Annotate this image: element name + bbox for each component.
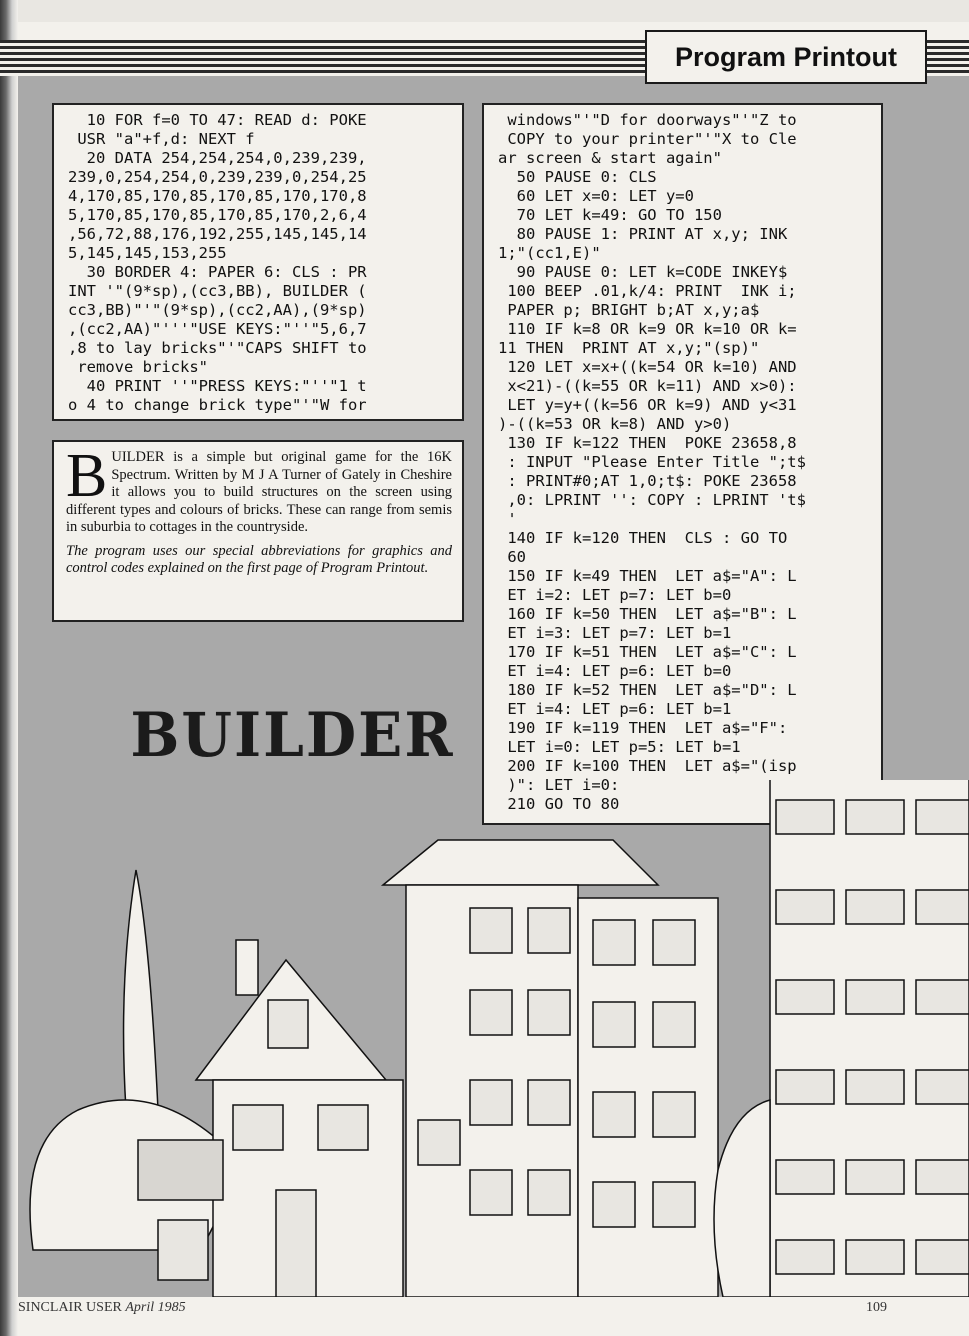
code-line: 190 IF k=119 THEN LET a$="F": [498,719,788,737]
code-listing-left [52,103,464,421]
code-line: ,(cc2,AA)"'''"USE KEYS:"''"5,6,7 [68,320,367,338]
code-line: 5,170,85,170,85,170,85,170,2,6,4 [68,206,367,224]
code-line: )-((k=53 OR k=8) AND y>0) [498,415,732,433]
code-line: ET i=3: LET p=7: LET b=1 [498,624,732,642]
code-line: 210 GO TO 80 [498,795,620,813]
code-line: o 4 to change brick type"'"W for [68,396,367,414]
code-line: cc3,BB)"'"(9*sp),(cc2,AA),(9*sp) [68,301,367,319]
town-illustration [18,780,969,1297]
code-line: USR "a"+f,d: NEXT f [68,130,255,148]
footer-credit [18,1300,186,1316]
code-line: 140 IF k=120 THEN CLS : GO TO [498,529,788,547]
code-line: windows"'"D for doorways"'"Z to [498,111,797,129]
code-line: 4,170,85,170,85,170,85,170,170,8 [68,187,367,205]
code-line: 40 PRINT ''"PRESS KEYS:"''"1 t [68,377,367,395]
code-line: PAPER p; BRIGHT b;AT x,y;a$ [498,301,760,319]
code-line: ,56,72,88,176,192,255,145,145,14 [68,225,367,243]
code-line: 200 IF k=100 THEN LET a$="(isp [498,757,797,775]
code-line: 239,0,254,254,0,239,239,0,254,25 [68,168,367,186]
code-line: ,8 to lay bricks"'"CAPS SHIFT to [68,339,367,357]
page-gutter [0,0,18,1336]
code-line: 11 THEN PRINT AT x,y;"(sp)" [498,339,760,357]
code-line: )": LET i=0: [498,776,620,794]
issue-date: April 1985 [125,1300,186,1315]
code-line: 60 [498,548,526,566]
article-intro [52,440,464,622]
code-line: 70 LET k=49: GO TO 150 [498,206,722,224]
code-line: LET i=0: LET p=5: LET b=1 [498,738,741,756]
code-line: LET y=y+((k=56 OR k=9) AND y<31 [498,396,797,414]
code-line: 1;"(cc1,E)" [498,244,601,262]
code-line: ET i=2: LET p=7: LET b=0 [498,586,732,604]
page-number: 109 [866,1300,887,1315]
code-line: ar screen & start again" [498,149,722,167]
section-title: Program Printout [645,30,927,84]
code-line: 180 IF k=52 THEN LET a$="D": L [498,681,797,699]
code-line: ET i=4: LET p=6: LET b=1 [498,700,732,718]
code-line: 120 LET x=x+((k=54 OR k=10) AND [498,358,797,376]
code-line: 110 IF k=8 OR k=9 OR k=10 OR k= [498,320,797,338]
code-line: x<21)-((k=55 OR k=11) AND x>0): [498,377,797,395]
townhouse-block-drawing [383,840,718,1297]
code-line: INT '"(9*sp),(cc3,BB), BUILDER ( [68,282,367,300]
code-line: ' [498,510,517,528]
code-line: 130 IF k=122 THEN POKE 23658,8 [498,434,797,452]
magazine-name: SINCLAIR USER [18,1300,122,1315]
code-line: 170 IF k=51 THEN LET a$="C": L [498,643,797,661]
code-line: ET i=4: LET p=6: LET b=0 [498,662,732,680]
article-title: BUILDER [130,699,455,771]
drop-cap: B [66,442,108,510]
code-line: 100 BEEP .01,k/4: PRINT INK i; [498,282,797,300]
intro-note: The program uses our special abbreviations for graphics and control codes explained on the first page of Program Printout. [66,542,452,576]
intro-paragraph: UILDER is a simple but original game for the 16K Spectrum. Written by M J A Turner of Gately in Cheshire it allows you to build structures on the screen using different types and colours of bricks. These can range from semis in suburbia to cottages in the countryside. [66,449,452,535]
header-rule-stripes [0,40,650,76]
code-line: 160 IF k=50 THEN LET a$="B": L [498,605,797,623]
code-line: 20 DATA 254,254,254,0,239,239, [68,149,367,167]
code-line: 10 FOR f=0 TO 47: READ d: POKE [68,111,367,129]
code-line: remove bricks" [68,358,208,376]
code-line: 30 BORDER 4: PAPER 6: CLS : PR [68,263,367,281]
code-line: 60 LET x=0: LET y=0 [498,187,694,205]
code-line: ,0: LPRINT '': COPY : LPRINT 't$ [498,491,806,509]
code-line: 150 IF k=49 THEN LET a$="A": L [498,567,797,585]
code-line: : INPUT "Please Enter Title ";t$ [498,453,806,471]
code-listing-right [482,103,883,825]
code-line: 90 PAUSE 0: LET k=CODE INKEY$ [498,263,788,281]
code-line: 5,145,145,153,255 [68,244,227,262]
code-line: 80 PAUSE 1: PRINT AT x,y; INK [498,225,788,243]
apartment-tower-drawing [770,780,969,1297]
code-line: COPY to your printer"'"X to Cle [498,130,797,148]
code-line: : PRINT#0;AT 1,0;t$: POKE 23658 [498,472,797,490]
code-line: 50 PAUSE 0: CLS [498,168,657,186]
top-margin [18,0,969,22]
